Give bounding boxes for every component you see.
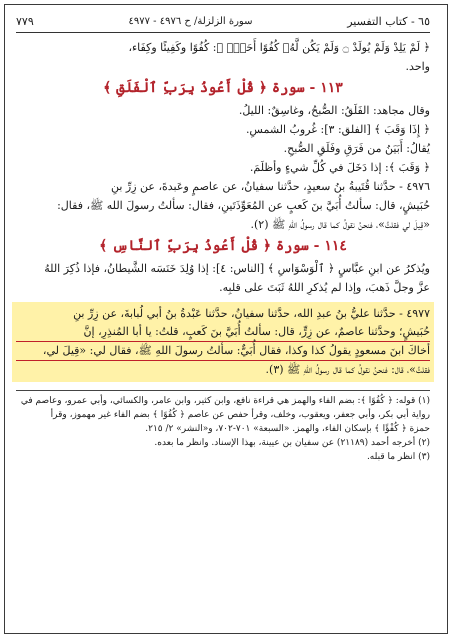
hadith-4977-line: أخاكَ ابنَ مسعودٍ يقولُ كذا وكذا، فقال أُبَيٌّ: سألتُ رسولَ اللهِ ﷺ، فقال لي: «قِيلَ لي، [16, 342, 430, 361]
commentary-line: عزَّ وجلَّ ذَهبَ، وإذا لم يُذكرِ اللهُ ثَبَتَ على قلبِه. [219, 281, 430, 294]
hadith-4976-line: «قِيلَ لي فقلتُ»، فنحنُ نقولُ كما قال رسولُ اللهِ ﷺ (٢). [250, 218, 430, 231]
footnote-line: (٢) أخرجه أحمد (٢١١٨٩) عن سفيان بن عيينة، بهذا الإسناد. وانظر ما بعده. [154, 438, 430, 448]
commentary-line: يُقالُ: أَبَيَنُ من فَرَقِ وفَلَقِ الصُّبحِ. [283, 142, 430, 155]
highlighted-hadith-4977 [12, 302, 434, 382]
footnote-divider [16, 390, 430, 391]
header-section: سورة الزلزلة/ ح ٤٩٧٦ - ٤٩٧٧ [128, 15, 253, 27]
footnote-line: حمزة ﴿ كُفْؤًا ﴾ بإسكان الفاء، والهمز. «السبعة» ٧٠١-٧٠٢، و«النشر» ٢/ ٢١٥. [145, 424, 430, 434]
header-chapter: ٦٥ - كتاب التفسير [347, 14, 430, 28]
footnote-line: (١) قوله: ﴿ كُفُوًا ﴾: بضم الفاء والهمز هي قراءة نافع، وابن كثير، وابن عامر، والكسائي، وأبي عمرو، وعاصم في [20, 396, 430, 406]
verse-line-end: واحد. [405, 60, 430, 73]
verse-line: ﴿ لَمْ يَلِدْ وَلَمْ يُولَدْ ۝ وَلَمْ يَكُن لَّهُۥ كُفُوًا أَحَدٌۢ ﴾: كُفُوًا وكَفِيئًا وكِفَاء، [128, 41, 430, 54]
commentary-line: ﴿ وَقَبَ ﴾: إذا دَخَلَ في كُلِّ شيءٍ وأظلَمَ. [249, 161, 430, 174]
page-number: ٧٧٩ [16, 14, 34, 28]
hadith-4976-line: حُبَيشٍ، قال: سألتُ أُبَيَّ بنَ كَعبٍ عن المُعَوِّذَتَينِ، فقال: سألتُ رسولَ الله ﷺ، فقال: [57, 199, 430, 212]
commentary-line: وقال مجاهد: الفَلَقُ: الصُّبحُ، وغاسِقٌ: الليلُ. [238, 104, 430, 117]
hadith-4977-line: حُبَيشٍ؛ وحدَّثنا عاصمٌ، عن زِرٍّ، قال: سألتُ أُبَيَّ بنَ كَعبٍ، قلتُ: يا أبا المُنذِرِ، إنَّ [16, 323, 430, 342]
surah-114-title: ١١٤ - سورة ﴿ قُلْ أَعُوذُ بِرَبِّ ٱلنَّاسِ ﴾ [99, 238, 347, 254]
footnote-line: رواية أبي بكر، وأبي جعفر، ويعقوب، وخلف، وقرأ حفص عن عاصم ﴿ كُفُوًا ﴾ بضم الفاء غير مهموز، وقرأ [50, 410, 430, 420]
hadith-4977-line: فقلتُ»، قال: فنحنُ نقولُ كما قال رسولُ اللهِ ﷺ (٣). [265, 363, 430, 376]
book-page [16, 12, 430, 622]
hadith-4977-line: ٤٩٧٧ - حدَّثنا عليُّ بنُ عبدِ الله، حدَّثنا سفيانُ، حدَّثنا عَبْدةُ بنُ أبي لُبابةَ، عن زِرِّ بنِ [73, 307, 430, 320]
footnote-line: (٣) انظر ما قبله. [366, 452, 430, 462]
hadith-4976-line: ٤٩٧٦ - حدَّثنا قُتَيبةُ بنُ سعيدٍ، حدَّثنا سفيانُ، عن عاصمٍ وعَبدةَ، عن زِرِّ بنِ [110, 180, 430, 193]
surah-113-title: ١١٣ - سورة ﴿ قُلْ أَعُوذُ بِرَبِّ ٱلْفَلَقِ ﴾ [103, 80, 343, 96]
page-header [16, 12, 430, 33]
commentary-line: ﴿ إِذَا وَقَبَ ﴾ [الفلق: ٣]: غُروبُ الشمسِ. [245, 123, 430, 136]
commentary-line: ويُذكرُ عن ابنِ عبَّاسٍ ﴿ ٱلْوَسْوَاسِ ﴾ [الناس: ٤]: إذا وُلِدَ خَنَسَه الشَّيطانُ، فإذا ذُكِرَ اللهُ [44, 262, 430, 275]
